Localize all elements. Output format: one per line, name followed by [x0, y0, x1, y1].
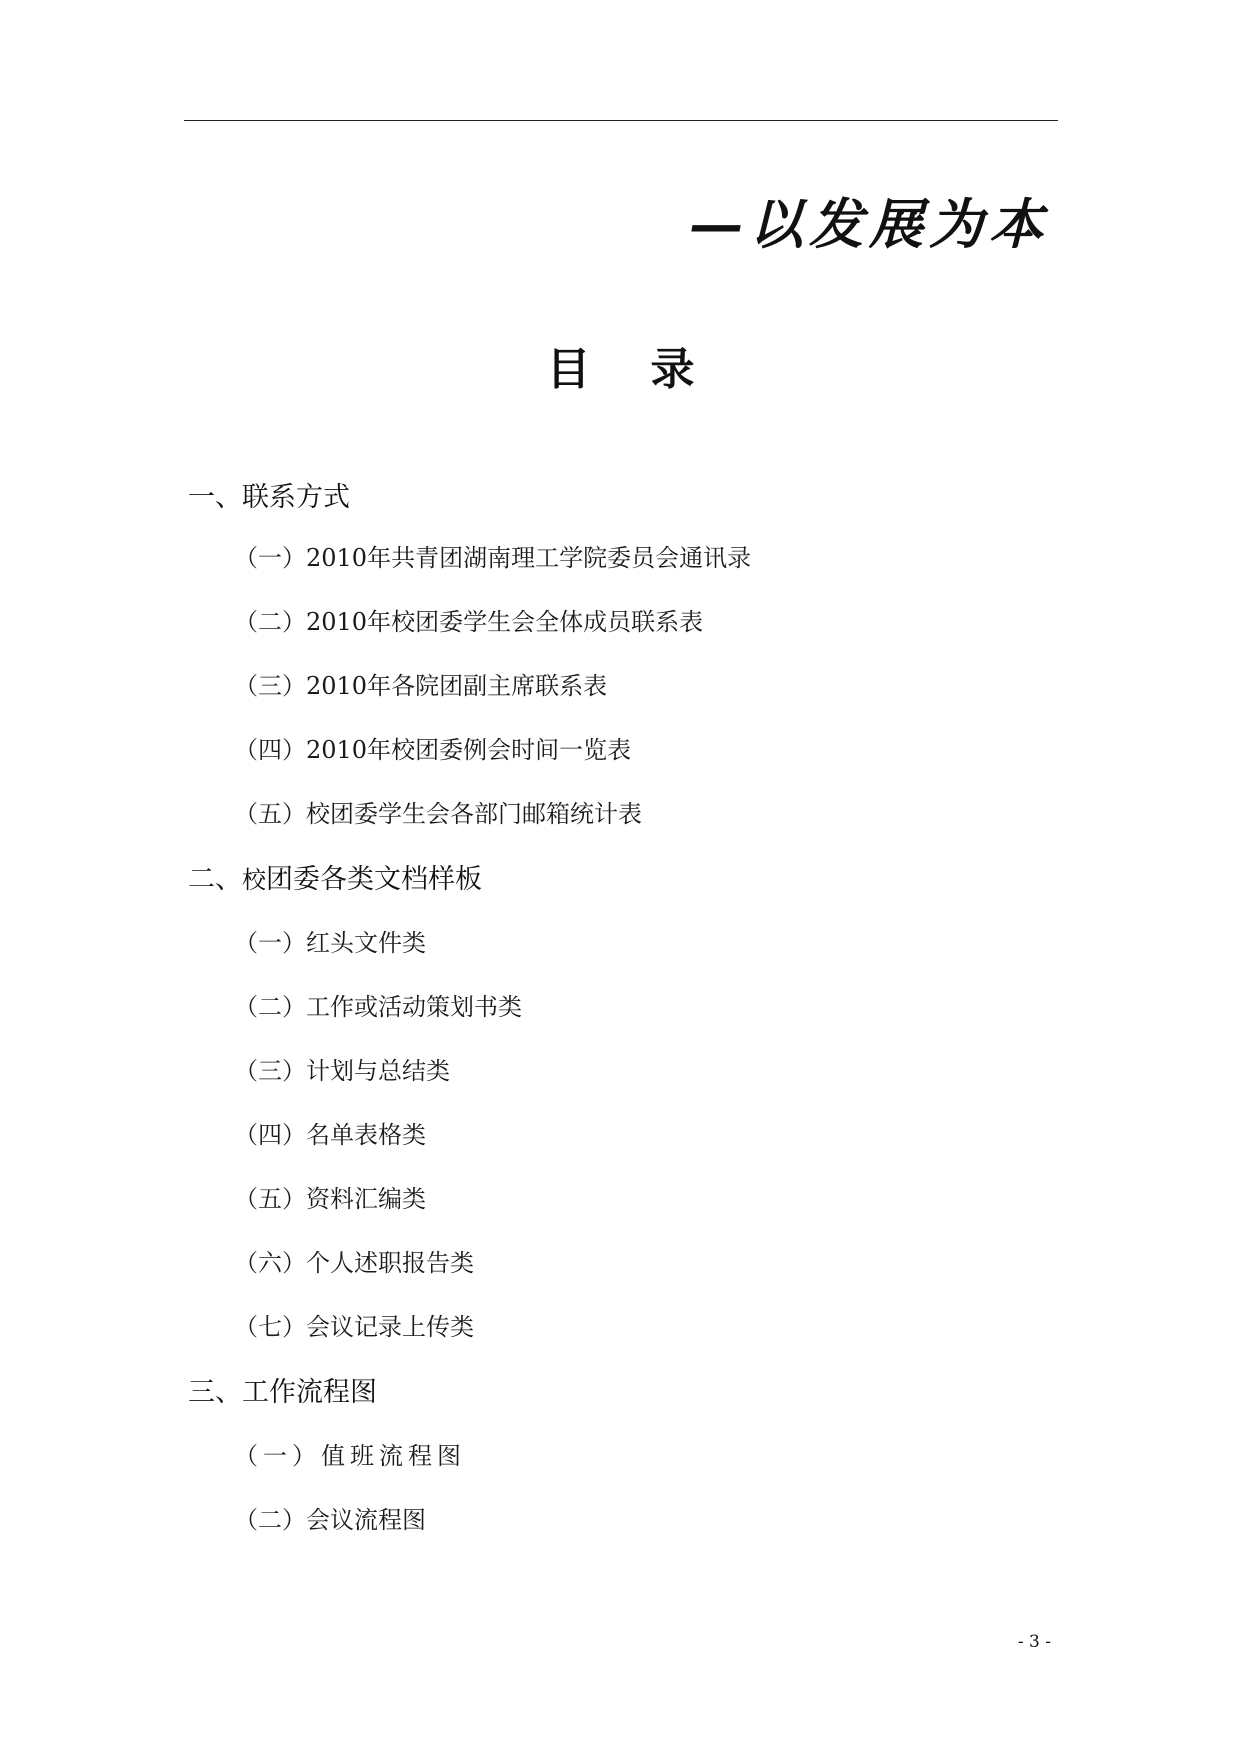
- toc-section-label-small: 校: [242, 866, 266, 894]
- header-motto: —以发展为本: [689, 192, 1049, 256]
- toc-item[interactable]: （四）名单表格类: [234, 1121, 426, 1149]
- toc-item[interactable]: （二）会议流程图: [234, 1506, 426, 1534]
- toc-item[interactable]: （三）2010年各院团副主席联系表: [234, 672, 608, 700]
- toc-item[interactable]: （七）会议记录上传类: [234, 1313, 474, 1341]
- toc-item[interactable]: （二）2010年校团委学生会全体成员联系表: [234, 608, 704, 636]
- toc-section-label-rest: 团委各类文档样板: [266, 864, 482, 895]
- toc-item[interactable]: （六）个人述职报告类: [234, 1249, 474, 1277]
- page-number: - 3 -: [1017, 1632, 1051, 1652]
- toc-section-contacts[interactable]: 一、联系方式: [188, 482, 350, 513]
- toc-item[interactable]: （三）计划与总结类: [234, 1057, 450, 1085]
- toc-item[interactable]: （二）工作或活动策划书类: [234, 993, 522, 1021]
- toc-item[interactable]: （五）校团委学生会各部门邮箱统计表: [234, 800, 642, 828]
- toc-item[interactable]: （四）2010年校团委例会时间一览表: [234, 736, 632, 764]
- toc-item[interactable]: （一）2010年共青团湖南理工学院委员会通讯录: [234, 544, 752, 572]
- toc-item[interactable]: （五）资料汇编类: [234, 1185, 426, 1213]
- toc-item[interactable]: （一）红头文件类: [234, 929, 426, 957]
- toc-title-char-2: 录: [650, 344, 755, 395]
- toc-item[interactable]: （一）值班流程图: [234, 1442, 466, 1470]
- toc-section-workflow-charts[interactable]: 三、工作流程图: [188, 1377, 377, 1408]
- toc-section-number: 二、: [188, 864, 242, 895]
- toc-section-document-templates[interactable]: [188, 860, 482, 900]
- toc-title-char-1: 目: [546, 344, 651, 395]
